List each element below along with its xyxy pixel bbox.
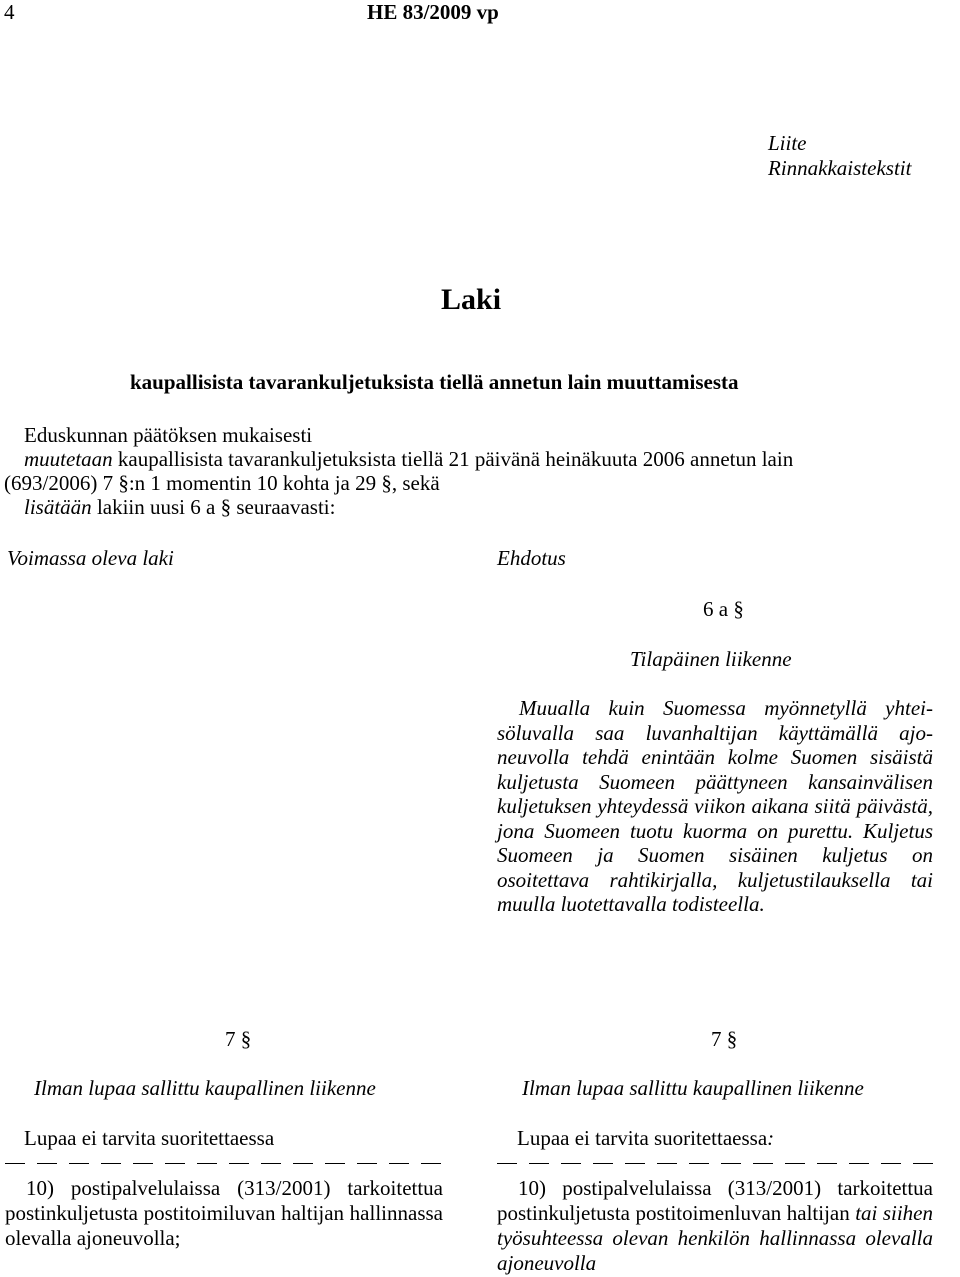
right-section-7-item-10 [497,1176,933,1276]
right-item-10-plain: 10) postipalvelulaissa (313/2001) tarkoitettua postinkuljetusta postitoimenluvan haltijan [497,1176,933,1225]
section-6a-number: 6 a § [703,597,744,621]
left-omission-dashes [5,1162,441,1164]
left-section-7-number: 7 § [225,1027,252,1051]
right-column-header: Ehdotus [497,546,566,570]
preamble-line-3: (693/2006) 7 §:n 1 momentin 10 kohta ja 29 §, sekä [4,471,440,495]
right-section-7-intro-text: Lupaa ei tarvita suoritettaessa [517,1126,768,1150]
preamble-text-4: lakiin uusi 6 a § seuraavasti: [91,495,336,519]
preamble-line-4 [24,494,335,520]
left-column-header: Voimassa oleva laki [7,546,174,570]
right-section-7-intro [517,1125,774,1151]
left-section-7-intro: Lupaa ei tarvita suoritettaessa [24,1126,275,1150]
appendix-label: Liite [768,131,807,155]
right-item-10-italic: tai siihen työsuhteessa olevan henkilön hallinnassa olevalla ajoneuvolla [497,1201,933,1275]
law-subtitle: kaupallisista tavarankuljetuksista tiellä annetun lain muuttamisesta [130,370,739,394]
preamble-verb-lisataan: lisätään [24,495,92,519]
law-title: Laki [441,283,502,316]
left-section-7-heading: Ilman lupaa sallittu kaupallinen liikenne [34,1076,376,1100]
preamble-line-2 [24,446,793,472]
preamble-line-1: Eduskunnan päätöksen mukaisesti [24,423,313,447]
appendix-title: Rinnakkaistekstit [768,156,912,180]
section-6a-body: Muualla kuin Suomessa myönnetyllä yhteisöluvalla saa luvanhaltijan käyttämällä ajoneuvolla tehdä enintään kolme Suomen sisäistä kuljetusta Suomeen päättyneen kansainvälisen kuljetuksen yhteydessä viikon aikana siitä päivästä, jona Suomeen tuotu kuorma on purettu. Kuljetus Suomeen ja Suomen sisäinen kuljetus on osoitettava rahtikirjalla, kuljetustilauksella tai muulla luotettavalla todisteella. [497,696,933,916]
right-section-7-intro-colon: : [767,1126,775,1150]
right-section-7-number: 7 § [711,1027,738,1051]
document-id: HE 83/2009 vp [367,0,499,24]
section-6a-heading: Tilapäinen liikenne [630,647,792,671]
preamble-verb-muutetaan: muutetaan [24,447,113,471]
right-omission-dashes [497,1162,933,1164]
preamble-text-2: kaupallisista tavarankuljetuksista tiellä 21 päivänä heinäkuuta 2006 annetun lain [112,447,794,471]
left-section-7-item-10: 10) postipalvelulaissa (313/2001) tarkoitettua postinkuljetusta postitoimiluvan haltijan hallinnassa olevalla ajoneuvolla; [5,1176,443,1250]
right-section-7-heading: Ilman lupaa sallittu kaupallinen liikenne [522,1076,864,1100]
page-number: 4 [4,0,15,24]
